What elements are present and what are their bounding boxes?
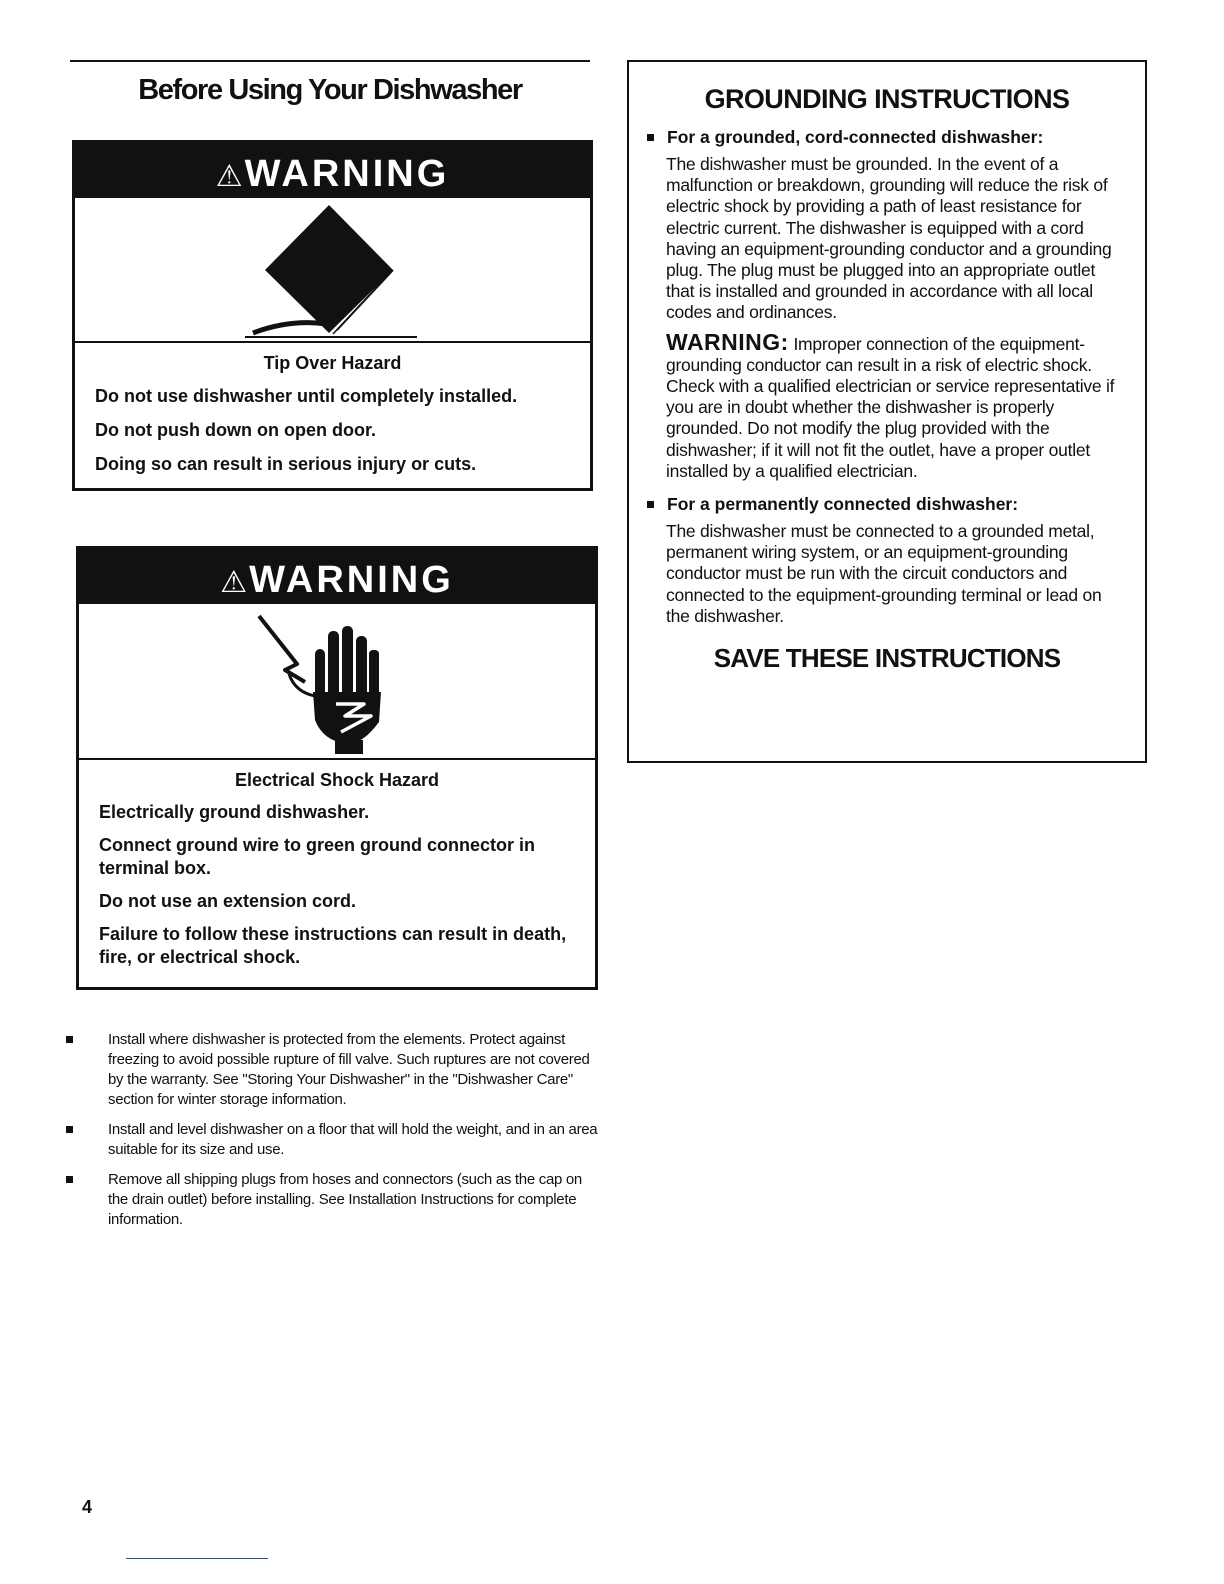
electric-shock-hand-icon: [79, 604, 595, 758]
tip-over-warning-box: [72, 140, 593, 491]
hazard-title: Tip Over Hazard: [263, 353, 402, 373]
top-rule: [70, 60, 590, 62]
save-instructions-label: SAVE THESE INSTRUCTIONS: [713, 643, 1061, 674]
section-heading: For a permanently connected dishwasher:: [667, 494, 1019, 515]
warning-paragraph: [666, 328, 1126, 482]
section-text: The dishwasher must be connected to a grounded metal, permanent wiring system, or an equipment-grounding conductor must be run with the circuit conductors and connected to the equipment-grounding terminal or lead on the dishwasher.: [666, 521, 1102, 626]
footer-rule: [126, 1558, 268, 1559]
section-heading: For a grounded, cord-connected dishwasher:: [667, 127, 1044, 147]
icon-panel: [75, 198, 590, 343]
list-item: Install where dishwasher is protected from the elements. Protect against freezing to avoid possible rupture of fill valve. Such ruptures are not covered by the warranty. See "Storing Your Dishwasher" in the "Dishwasher Care" section for winter storage information.: [64, 1030, 604, 1110]
installation-notes-list: [64, 1030, 604, 1240]
warning-line: Do not use an extension cord.: [99, 891, 357, 911]
list-item: Remove all shipping plugs from hoses and connectors (such as the cap on the drain outlet) before installing. See Installation Instructions for complete information.: [64, 1170, 604, 1230]
warning-line: Connect ground wire to green ground connector in terminal box.: [99, 835, 535, 878]
grounding-section-cord-connected: [629, 127, 1145, 482]
page-number: 4: [82, 1497, 93, 1517]
square-bullet-icon: [66, 1176, 73, 1183]
warning-line: Electrically ground dishwasher.: [99, 802, 370, 822]
grounding-section-permanent: [629, 494, 1145, 627]
square-bullet-icon: [66, 1036, 73, 1043]
square-bullet-icon: [647, 134, 654, 141]
electrical-shock-warning-box: [76, 546, 598, 990]
page-title: Before Using Your Dishwasher: [138, 74, 522, 106]
list-item: Install and level dishwasher on a floor that will hold the weight, and in an area suitable for its size and use.: [64, 1120, 604, 1160]
tip-over-dishwasher-icon: [75, 198, 590, 341]
warning-line: Failure to follow these instructions can result in death, fire, or electrical shock.: [99, 924, 567, 967]
icon-panel: [79, 604, 595, 760]
warning-line: Doing so can result in serious injury or cuts.: [95, 454, 477, 474]
warning-banner-label: WARNING: [249, 559, 454, 601]
warning-banner: [79, 549, 595, 604]
grounding-instructions-box: [627, 60, 1147, 763]
warning-text: Improper connection of the equipment-grounding conductor can result in a risk of electric shock. Check with a qualified electrician or service representative if you are in doubt whether the dishwasher is properly grounded. Do not modify the plug provided with the dishwasher; if it will not fit the outlet, have a proper outlet installed by a qualified electrician.: [666, 333, 1115, 481]
warning-triangle-icon: ⚠: [215, 160, 243, 193]
warning-banner-label: WARNING: [244, 153, 450, 195]
warning-triangle-icon: ⚠: [220, 566, 248, 599]
hazard-title: Electrical Shock Hazard: [234, 770, 440, 790]
square-bullet-icon: [647, 501, 654, 508]
warning-word: WARNING:: [666, 328, 789, 355]
section-text: The dishwasher must be grounded. In the event of a malfunction or breakdown, grounding will reduce the risk of electric shock by providing a path of least resistance for electric current. The dishwasher is equipped with a cord having an equipment-grounding conductor and a grounding plug. The plug must be plugged into an appropriate outlet that is installed and grounded in accordance with all local codes and ordinances.: [666, 154, 1112, 323]
warning-line: Do not use dishwasher until completely installed.: [95, 386, 518, 406]
square-bullet-icon: [66, 1126, 73, 1133]
grounding-title: GROUNDING INSTRUCTIONS: [704, 84, 1070, 114]
warning-banner: [75, 143, 590, 198]
warning-line: Do not push down on open door.: [95, 420, 376, 440]
